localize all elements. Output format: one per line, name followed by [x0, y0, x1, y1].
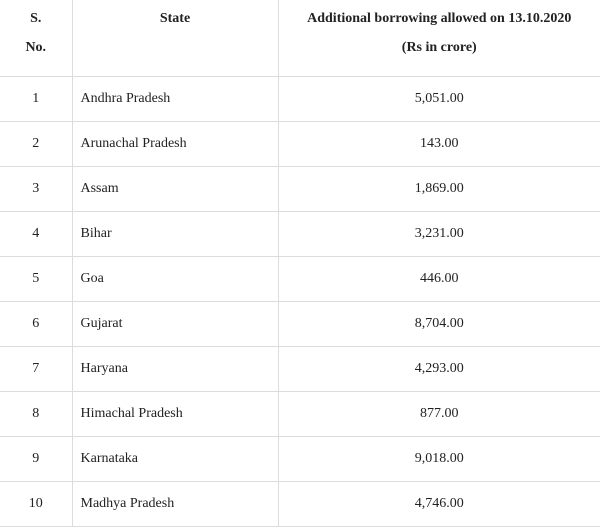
header-sno-line1: S.	[0, 4, 72, 33]
row-state: Karnataka	[72, 437, 278, 482]
row-sno: 5	[0, 257, 72, 302]
row-state: Bihar	[72, 212, 278, 257]
table-row	[0, 257, 600, 302]
row-amount: 446.00	[278, 257, 600, 302]
row-amount: 143.00	[278, 122, 600, 167]
header-row	[0, 0, 600, 77]
row-amount: 5,051.00	[278, 77, 600, 122]
row-sno: 2	[0, 122, 72, 167]
row-amount: 877.00	[278, 392, 600, 437]
header-state: State	[72, 0, 278, 77]
row-sno: 3	[0, 167, 72, 212]
table-row	[0, 122, 600, 167]
row-sno: 10	[0, 482, 72, 527]
table-row	[0, 167, 600, 212]
header-amount	[278, 0, 600, 77]
row-state: Goa	[72, 257, 278, 302]
row-sno: 6	[0, 302, 72, 347]
header-sno-line2: No.	[0, 33, 72, 62]
row-sno: 4	[0, 212, 72, 257]
row-amount: 3,231.00	[278, 212, 600, 257]
row-state: Madhya Pradesh	[72, 482, 278, 527]
header-amount-line2: (Rs in crore)	[279, 33, 600, 62]
table-row	[0, 437, 600, 482]
table-row	[0, 77, 600, 122]
row-amount: 8,704.00	[278, 302, 600, 347]
row-state: Assam	[72, 167, 278, 212]
header-sno	[0, 0, 72, 77]
table-row	[0, 302, 600, 347]
table-row	[0, 347, 600, 392]
row-state: Himachal Pradesh	[72, 392, 278, 437]
row-amount: 9,018.00	[278, 437, 600, 482]
row-sno: 1	[0, 77, 72, 122]
table-row	[0, 212, 600, 257]
table-header	[0, 0, 600, 77]
row-state: Gujarat	[72, 302, 278, 347]
row-amount: 4,293.00	[278, 347, 600, 392]
row-state: Haryana	[72, 347, 278, 392]
table-row	[0, 392, 600, 437]
table-body	[0, 77, 600, 527]
row-state: Andhra Pradesh	[72, 77, 278, 122]
row-sno: 9	[0, 437, 72, 482]
table-row	[0, 482, 600, 527]
row-state: Arunachal Pradesh	[72, 122, 278, 167]
row-amount: 1,869.00	[278, 167, 600, 212]
row-amount: 4,746.00	[278, 482, 600, 527]
header-amount-line1: Additional borrowing allowed on 13.10.2020	[279, 4, 600, 33]
row-sno: 8	[0, 392, 72, 437]
row-sno: 7	[0, 347, 72, 392]
